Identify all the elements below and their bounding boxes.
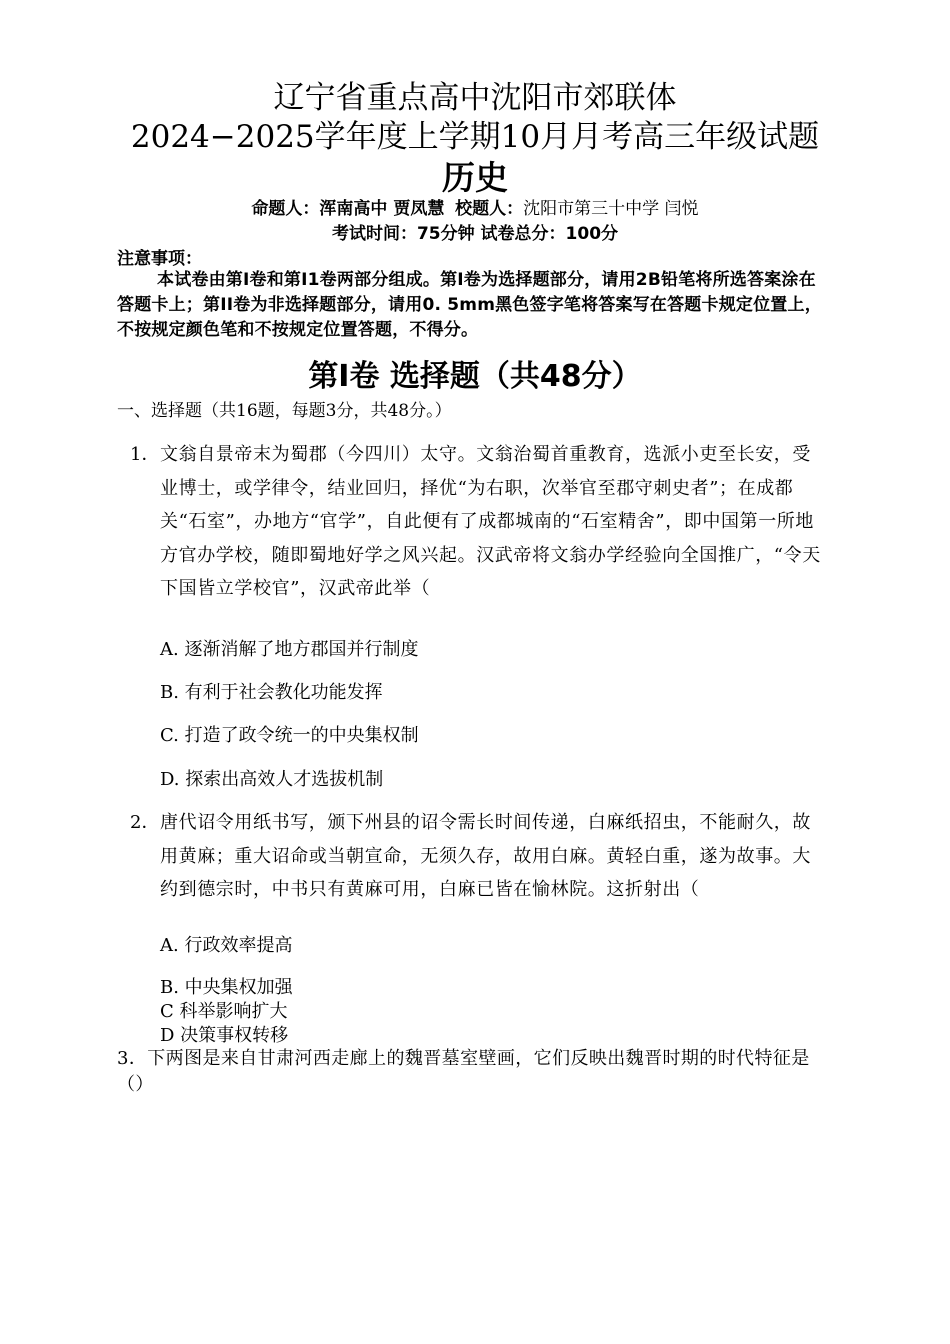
question-1-text: 文翁自景帝末为蜀郡（今四川）太守。文翁治蜀首重教育，选派小吏至长安，受业博士，或学律令，结业回归，择优“为右职，次举官至郡守刺史者”；在成都关“石室”，办地方“官学”，自此便有了成都城南的“石室精舍”，即中国第一所地方官办学校，随即蜀地好学之风兴起。汉武帝将文翁办学经验向全国推广，“令天下国皆立学校官”，汉武帝此举（ (160, 444, 821, 599)
question-2-option-c: C 科举影响扩大 (160, 1001, 288, 1022)
question-2-option-d: D 决策事权转移 (160, 1025, 289, 1046)
question-3 (117, 1046, 837, 1098)
subject-title: 历史 (442, 158, 508, 197)
question-2-number: 2． (130, 812, 160, 833)
question-3-text: 下两图是来自甘肃河西走廊上的魏晋墓室壁画，它们反映出魏晋时期的时代特征是（） (117, 1048, 810, 1095)
section-intro: 一、选择题（共16题，每题3分，共48分。） (117, 401, 452, 421)
question-2-option-b: B. 中央集权加强 (160, 977, 293, 998)
exam-time-line: 考试时间：75分钟 试卷总分：100分 (331, 224, 619, 244)
exam-title-line2: 2024−2025学年度上学期10月月考高三年级试题 (130, 119, 820, 155)
author-value: 浑南高中 贾凤慧 (319, 199, 445, 219)
question-2-text: 唐代诏令用纸书写，颁下州县的诏令需长时间传递，白麻纸招虫，不能耐久，故用黄麻；重大诏命或当朝宣命，无须久存，故用白麻。黄轻白重，遂为故事。大约到德宗时，中书只有黄麻可用，白麻已皆在愉林院。这折射出（ (160, 812, 811, 900)
exam-title-line1: 辽宁省重点高中沈阳市郊联体 (273, 80, 677, 116)
question-1-option-c: C. 打造了政令统一的中央集权制 (160, 725, 419, 746)
checker-value: 沈阳市第三十中学 闫悦 (523, 199, 699, 219)
notice-body: 本试卷由第I卷和第I1卷两部分组成。第I卷为选择题部分，请用2B铅笔将所选答案涂在答题卡上；第II卷为非选择题部分，请用0. 5mm黑色签字笔将答案写在答题卡规定位置上，不按规定颜色笔和不按规定位置答题，不得分。 (117, 270, 822, 340)
author-line (0, 197, 950, 221)
question-3-number: 3． (117, 1048, 148, 1069)
question-2-option-a: A. 行政效率提高 (160, 935, 293, 956)
notice-title: 注意事项： (117, 249, 202, 269)
checker-label: 校题人： (455, 199, 524, 219)
section-title: 第I卷 选择题（共48分） (308, 359, 642, 394)
question-1-option-a: A. 逐渐消解了地方郡国并行制度 (160, 639, 419, 660)
question-1-option-d: D. 探索出高效人才选拔机制 (160, 769, 384, 790)
question-1-option-b: B. 有利于社会教化功能发挥 (160, 682, 383, 703)
author-label: 命题人： (251, 199, 320, 219)
question-1-number: 1． (130, 444, 160, 465)
